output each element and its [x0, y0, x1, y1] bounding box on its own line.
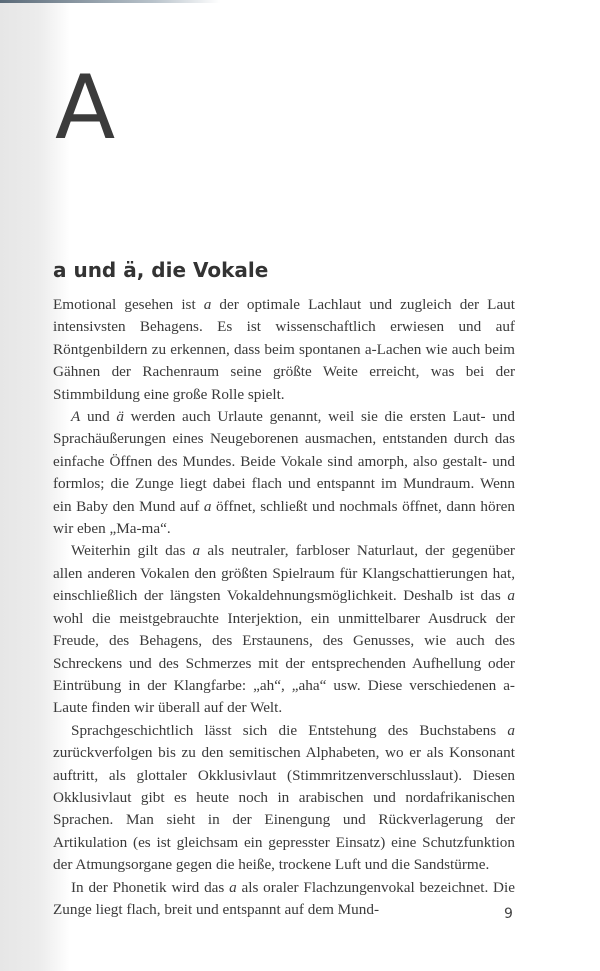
page-number: 9 [504, 906, 513, 922]
italic-text: ä [116, 408, 124, 426]
text-run: Sprachgeschichtlich lässt sich die Entstehung des Buchstabens [71, 721, 508, 739]
paragraph [53, 877, 515, 922]
text-run: zurückverfolgen bis zu den semitischen Alphabeten, wo er als Konsonant auftritt, als glottaler Okklusivlaut (Stimmritzenverschlusslaut). Diesen Okklusivlaut gibt es heute noch in arabischen und nordafrikanischen Sprachen. Man sieht in der Einengung und Rückverlagerung der Artikulation (es ist gleichsam ein gepresster Einsatz) eine Schutzfunktion der Atmungsorgane gegen die heiße, trockene Luft und die Sandstürme. [53, 744, 515, 874]
paragraph [53, 294, 515, 406]
paragraph [53, 406, 515, 540]
text-run: der optimale Lachlaut und zugleich der Laut intensivsten Behagens. Es ist wissenschaftlich erwiesen und auf Röntgenbildern zu erkennen, dass beim spontanen a-Lachen wie auch beim Gähnen der Rachenraum seine größte Weite erreicht, was bei der Stimmbildung eine große Rolle spielt. [53, 296, 515, 403]
italic-text: a [203, 296, 212, 313]
chapter-letter: A [55, 56, 116, 159]
paragraph [53, 540, 515, 719]
text-run: Emotional gesehen ist [53, 296, 204, 313]
text-run: öffnet, schließt und nochmals öffnet, dann hören wir eben „Ma-ma“. [53, 497, 516, 538]
italic-text: a [507, 587, 515, 605]
italic-text: a [203, 497, 212, 515]
italic-text: A [71, 408, 81, 426]
text-run: wohl die meistgebrauchte Interjektion, ein unmittelbarer Ausdruck der Freude, des Behagens, des Erstaunens, des Genusses, wie auch des Schreckens und des Schmerzes mit der entsprechenden Aufhellung oder Eintrübung in der Klangfarbe: „ah“, „aha“ usw. Diese verschiedenen a-Laute finden wir überall auf der Welt. [53, 609, 515, 717]
text-run: als oraler Flachzungenvokal bezeichnet. Die Zunge liegt flach, breit und entspannt auf dem Mund- [53, 878, 515, 918]
italic-text: a [192, 542, 201, 560]
body-text [53, 294, 515, 921]
section-title: a und ä, die Vokale [53, 258, 269, 282]
text-run: als neutraler, farbloser Naturlaut, der gegenüber allen anderen Vokalen den größten Spielraum für Klangschattierungen hat, einschließlich der längsten Vokaldehnungsmöglichkeit. Deshalb ist das [53, 542, 515, 605]
text-run: Weiterhin gilt das [71, 542, 193, 560]
text-run: werden auch Urlaute genannt, weil sie die ersten Laut- und Sprachäußerungen eines Neugeborenen ausmachen, entstanden durch das einfache Öffnen des Mundes. Beide Vokale sind amorph, also gestalt- und formlos; die Zunge liegt dabei flach und entspannt im Mundraum. Wenn ein Baby den Mund auf [53, 408, 515, 515]
scan-edge [0, 0, 220, 3]
italic-text: a [229, 878, 237, 896]
text-run: und [80, 408, 117, 426]
paragraph [53, 720, 515, 877]
italic-text: a [507, 721, 515, 739]
text-run: In der Phonetik wird das [71, 878, 230, 896]
